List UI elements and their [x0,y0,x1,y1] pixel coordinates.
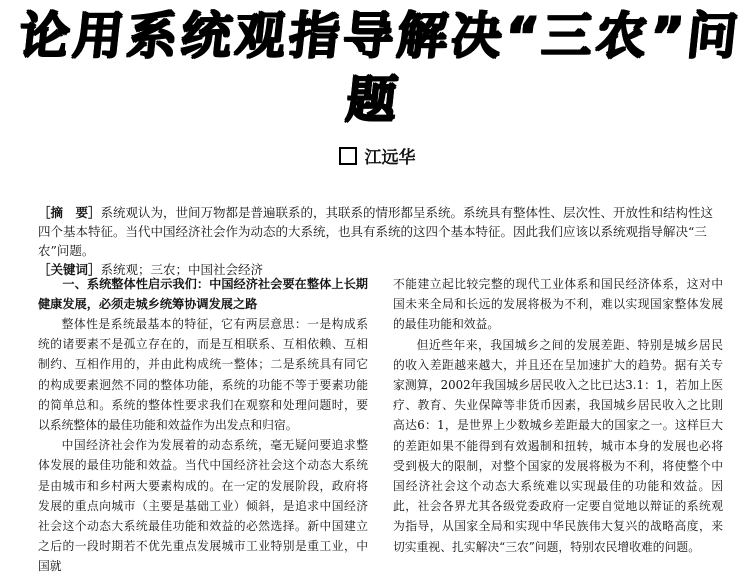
abstract-label: ［摘 要］ [38,205,101,220]
paragraph: 但近些年来，我国城乡之间的发展差距、特别是城乡居民的收入差距越来越大，并且还在呈加速扩大的趋势。据有关专家测算，2002年我国城乡居民收入之比已达3.1：1，若加上医疗、教育、失业保障等非货币因素，我国城乡居民收入之比則高达6：1，是世界上少数城乡差距最大的国家之一。这样巨大的差距如果不能得到有效遏制和扭转，城市本身的发展也必将受到极大的限制，对整个国家的发展将极为不利，将使整个中国经济社会这个动态大系统难以实现最佳的功能和效益。因此，社会各界尤其各级党委政府一定要自觉地以辩证的系统观为指导，从国家全局和实现中华民族伟大复兴的战略高度，来切实重视、扎实解决“三农”问题，特别农民增收难的问题。 [393,337,723,554]
square-bullet-icon [339,147,357,165]
abstract [38,203,718,260]
keywords-text: 系统观；三农；中国社会经济 [100,262,264,277]
author-name: 江远华 [364,148,416,168]
abstract-block [38,203,718,279]
article-title: 论用系统观指导解决“三农”问题 [16,7,745,129]
section-heading: 一、系统整体性启示我们：中国经济社会要在整体上长期健康发展，必须走城乡统筹协调发展之路 [38,277,368,311]
abstract-text: 系统观认为，世间万物都是普遍联系的，其联系的情形都呈系统。系统具有整体性、层次性、开放性和结构性这四个基本特征。当代中国经济社会作为动态的大系统，也具有系统的这四个基本特征。因此我们应该以系统观指导解决“三农”问题。 [38,205,714,258]
paragraph: 整体性是系统最基本的特征，它有两层意思：一是构成系统的诸要素不是孤立存在的，而是互相联系、互相依赖、互相制约、互相作用的，并由此构成统一整体；二是系统具有同它的构成要素迥然不同的整体功能，系统的功能不等于要素功能的简单总和。系统的整体性要求我们在观察和处理问题时，要以系统整体的最佳功能和效益作为出发点和归宿。 [38,317,368,433]
right-column [393,274,723,557]
paragraph: 不能建立起比较完整的现代工业体系和国民经济体系，这对中国未来全局和长远的发展将极为不利，难以实现国家整体发展的最佳功能和效益。 [393,277,723,332]
left-column [38,274,368,577]
keywords-label: ［关键词］ [38,262,101,277]
author-line [0,143,754,168]
paragraph: 中国经济社会作为发展着的动态系统，毫无疑问要追求整体发展的最佳功能和效益。当代中国经济社会这个动态大系统是由城市和乡村两大要素构成的。在一定的发展阶段，政府将发展的重点向城市（主要是基础工业）倾斜，是追求中国经济社会这个动态大系统最佳功能和效益的必然选择。新中国建立之后的一段时期若不优先重点发展城市工业特别是重工业，中国就 [38,438,368,574]
